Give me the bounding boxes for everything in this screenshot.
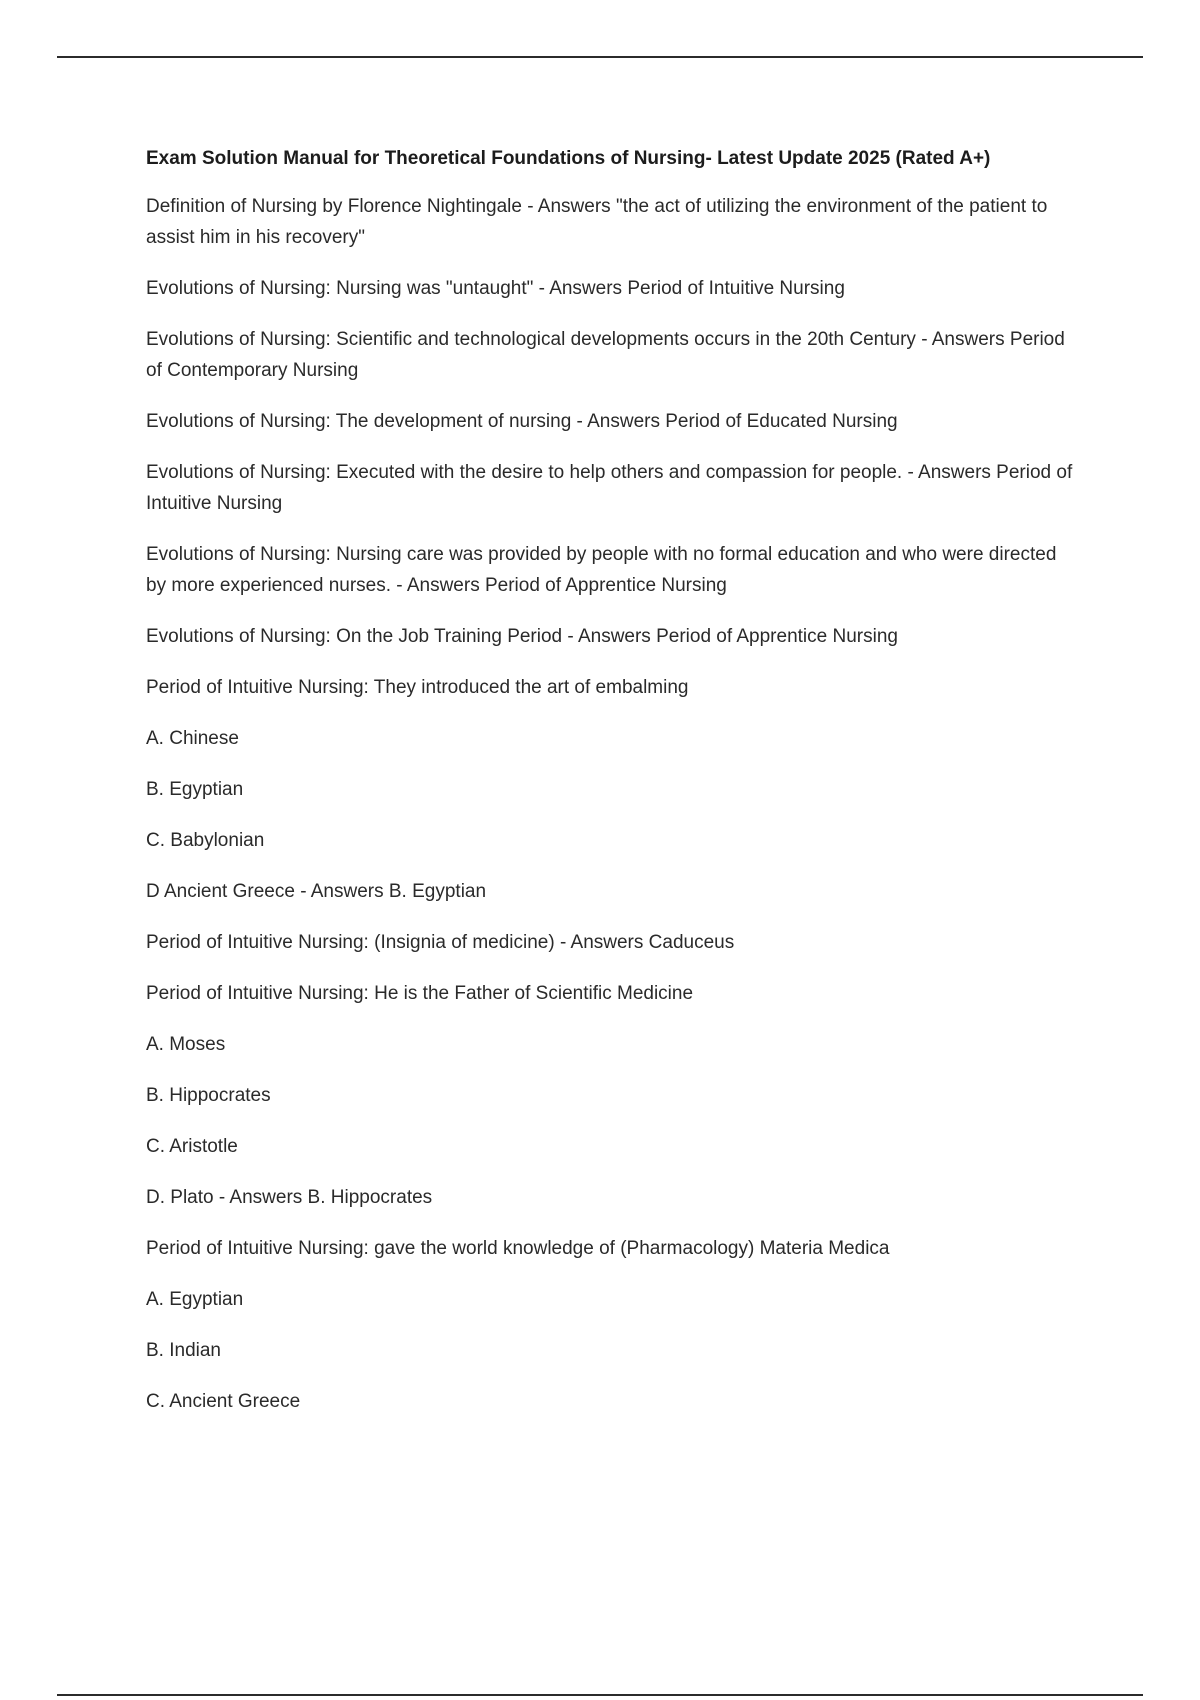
- option-b-egyptian: B. Egyptian: [146, 779, 244, 800]
- paragraph-no-formal-education: Evolutions of Nursing: Nursing care was provided by people with no formal education and who were directed by more experienced nurses. - Answers Period of Apprentice Nursing: [146, 544, 1057, 596]
- document-title: Exam Solution Manual for Theoretical Foundations of Nursing- Latest Update 2025 (Rated A+): [146, 148, 991, 169]
- option-b-indian: B. Indian: [146, 1340, 221, 1361]
- question-father-of-medicine: Period of Intuitive Nursing: He is the Father of Scientific Medicine: [146, 983, 694, 1004]
- paragraph-untaught: Evolutions of Nursing: Nursing was "untaught" - Answers Period of Intuitive Nursing: [146, 278, 845, 299]
- question-embalming: Period of Intuitive Nursing: They introduced the art of embalming: [146, 677, 689, 698]
- option-c-babylonian: C. Babylonian: [146, 830, 265, 851]
- paragraph-on-the-job-training: Evolutions of Nursing: On the Job Training Period - Answers Period of Apprentice Nursing: [146, 626, 898, 647]
- document-body: [146, 144, 1076, 1437]
- option-b-hippocrates: B. Hippocrates: [146, 1085, 271, 1106]
- option-d-ancient-greece-answer: D Ancient Greece - Answers B. Egyptian: [146, 881, 487, 902]
- header-rule: [57, 56, 1143, 58]
- footer-rule: [57, 1694, 1143, 1696]
- option-a-chinese: A. Chinese: [146, 728, 239, 749]
- question-insignia: Period of Intuitive Nursing: (Insignia of medicine) - Answers Caduceus: [146, 932, 735, 953]
- option-c-aristotle: C. Aristotle: [146, 1136, 238, 1157]
- paragraph-development-of-nursing: Evolutions of Nursing: The development of nursing - Answers Period of Educated Nursing: [146, 411, 898, 432]
- paragraph-nightingale-definition: Definition of Nursing by Florence Nightingale - Answers "the act of utilizing the environment of the patient to assist him in his recovery": [146, 196, 1048, 248]
- option-c-ancient-greece: C. Ancient Greece: [146, 1391, 301, 1412]
- option-a-egyptian: A. Egyptian: [146, 1289, 244, 1310]
- option-d-plato-answer: D. Plato - Answers B. Hippocrates: [146, 1187, 433, 1208]
- paragraph-executed-with-desire: Evolutions of Nursing: Executed with the desire to help others and compassion for people. - Answers Period of Intuitive Nursing: [146, 462, 1073, 514]
- option-a-moses: A. Moses: [146, 1034, 226, 1055]
- question-materia-medica: Period of Intuitive Nursing: gave the world knowledge of (Pharmacology) Materia Medica: [146, 1238, 890, 1259]
- paragraph-scientific-developments: Evolutions of Nursing: Scientific and technological developments occurs in the 20th Century - Answers Period of Contemporary Nursing: [146, 329, 1065, 381]
